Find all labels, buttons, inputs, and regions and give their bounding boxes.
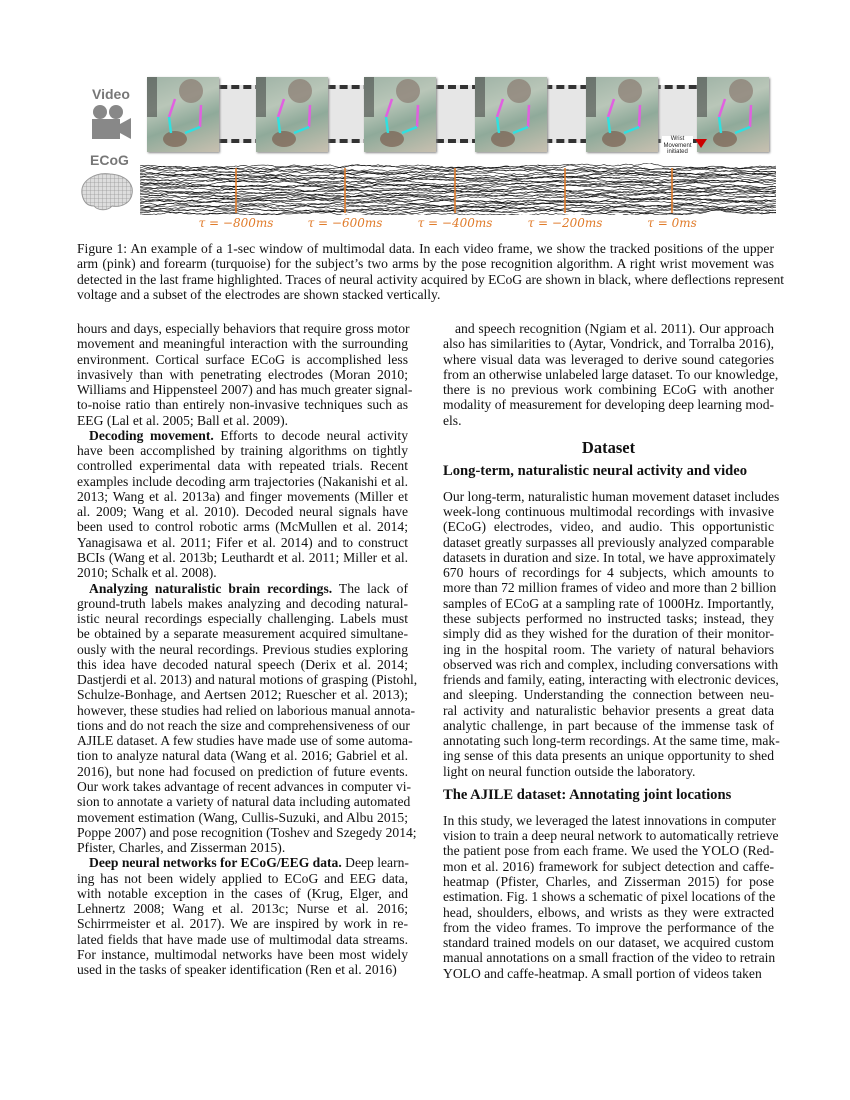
run-in-heading: Analyzing naturalistic brain recordings.	[89, 580, 333, 596]
text-line: movement estimation (Wang, Cullis-Suzuki, and Albu 2015;	[77, 809, 408, 825]
time-marker-label: τ = −200ms	[527, 216, 603, 230]
paragraph-first-line	[77, 581, 408, 596]
paragraph-deep-networks	[77, 855, 408, 977]
video-frame	[147, 77, 219, 152]
video-frame	[256, 77, 328, 152]
text: Efforts to decode neural activity	[213, 427, 408, 443]
run-in-heading: Decoding movement.	[89, 427, 214, 443]
text-line: annotating such long-term recordings. At the same time, mak-	[443, 733, 780, 749]
text-line: datasets in duration and size. In total, we have approximately	[443, 549, 776, 565]
text-line: 2016), but none had focused on prediction of future events.	[77, 763, 408, 779]
text-line: ing in the hospital room. The variety of natural behaviors	[443, 641, 774, 657]
text: The lack of	[332, 580, 408, 596]
video-camera-icon	[86, 104, 132, 140]
video-label: Video	[92, 86, 130, 102]
text-line: Pfister, Charles, and Zisserman 2015).	[77, 840, 286, 856]
text-line: from the video frames. To improve the performance of the	[443, 919, 774, 935]
text-line: controlled experimental data with repeated trials. Recent	[77, 458, 408, 474]
text-line: analytic challenge, in part because of the immense task of	[443, 717, 774, 733]
paragraph-first-line	[77, 428, 408, 443]
subsection-heading-long-term: Long-term, naturalistic neural activity and video	[443, 462, 748, 479]
pose-overlay	[697, 77, 769, 152]
text-line: head, shoulders, elbows, and wrists as they were extracted	[443, 904, 774, 920]
text-line: Lehnertz 2008; Wang et al. 2013c; Nurse et al. 2016;	[77, 901, 408, 917]
paragraph-intro-continued	[77, 321, 413, 428]
text-line: observed was rich and complex, including conversations with	[443, 656, 779, 672]
ecog-traces	[140, 163, 776, 215]
section-heading-dataset: Dataset	[581, 437, 636, 457]
text-line: BCIs (Wang et al. 2013b; Leuthardt et al. 2011; Miller et al.	[77, 549, 408, 565]
caption-line: Figure 1: An example of a 1-sec window of multimodal data. In each video frame, we show the tracked positions of the upper	[77, 241, 774, 256]
text-line: and speech recognition (Ngiam et al. 2011). Our approach	[455, 321, 774, 336]
pose-overlay	[475, 77, 547, 152]
left-column	[77, 321, 418, 978]
text-line: to-noise ratio than entirely non-invasive techniques such as	[77, 397, 408, 413]
text-line: estimation. Fig. 1 shows a schematic of pixel locations of the	[443, 889, 776, 905]
text-line: ing sense of this data presents an unique opportunity to shed	[443, 748, 774, 764]
caption-line: voltage and a subset of the electrodes are shown stacked vertically.	[77, 286, 441, 302]
text-line: simply did as they wished for the duration of their monitor-	[443, 626, 774, 642]
video-frame	[475, 77, 547, 152]
text-line: tion to analyze natural data (Wang et al. 2016; Gabriel et al.	[77, 748, 408, 764]
text-line: manual annotations on a small fraction of the video to retrain	[443, 950, 776, 966]
text: Deep learn-	[341, 855, 409, 871]
text-line: this idea have decoded natural speech (Derix et al. 2014;	[77, 656, 408, 672]
paragraph-related-work	[443, 321, 779, 428]
text-line: these subjects performed no instructed tasks; instead, they	[443, 610, 774, 626]
text-line: there is no previous work combining ECoG with another	[443, 382, 774, 398]
paragraph-first-line	[77, 855, 408, 870]
text-line: For instance, multimodal networks have been most widely	[77, 946, 408, 962]
text-line: In this study, we leveraged the latest innovations in computer	[443, 812, 776, 828]
text-line: and sleeping. Understanding the connection between neu-	[443, 687, 774, 703]
text-line: invasively than with penetrating electrodes (Moran 2010;	[77, 366, 408, 382]
text-line: where visual data was leveraged to derive sound categories	[443, 351, 774, 367]
text-line: ously with the neural recordings. Previous studies exploring	[77, 641, 408, 657]
text-line: al. 2009; Wang et al. 2010). Decoded neural signals have	[77, 504, 408, 520]
right-column	[443, 321, 780, 981]
text-line: (ECoG) electrodes, video, and audio. This opportunistic	[443, 519, 774, 535]
text-line: environment. Cortical surface ECoG is accomplished less	[77, 351, 408, 367]
text-line: Schulze-Bonhage, and Aertsen 2012; Ruescher et al. 2013);	[77, 687, 408, 703]
time-marker-label: τ = −600ms	[307, 216, 383, 230]
text-line: examples include decoding arm trajectories (Nakanishi et al.	[77, 473, 408, 489]
text-line: EEG (Lal et al. 2005; Ball et al. 2009).	[77, 412, 289, 428]
text-line: mon et al. 2016) framework for subject detection and caffe-	[443, 858, 774, 874]
text-line: hours and days, especially behaviors that require gross motor	[77, 321, 410, 336]
text-line: standard trained models on our dataset, we acquired custom	[443, 935, 774, 951]
text-line: used in the tasks of speaker identification (Ren et al. 2016)	[77, 962, 397, 978]
text-line: Poppe 2007) and pose recognition (Toshev and Szegedy 2014;	[77, 824, 417, 840]
paragraph-decoding-movement	[77, 428, 408, 581]
pose-overlay	[364, 77, 436, 152]
text-line: Our work takes advantage of recent advances in computer vi-	[77, 778, 412, 794]
brain-electrode-icon	[78, 170, 136, 212]
video-frame	[697, 77, 769, 152]
text-line: heatmap (Pfister, Charles, and Zisserman 2015) for pose	[443, 873, 774, 889]
caption-line: arm (pink) and forearm (turquoise) for the subject’s two arms by the pose recognition algorithm. A right wrist movement was	[77, 256, 774, 272]
movement-marker-triangle-icon	[695, 139, 707, 149]
wrist-movement-annotation	[662, 136, 693, 156]
text-line: ral activity and naturalistic behavior presents a great data	[443, 702, 774, 718]
text-line: however, these studies had relied on laborious manual annota-	[77, 702, 416, 718]
text-line: samples of ECoG at a sampling rate of 1000Hz. Importantly,	[443, 595, 774, 611]
text-line: Our long-term, naturalistic human movement dataset includes	[443, 488, 780, 504]
text-line: YOLO and caffe-heatmap. A small portion of videos taken	[443, 965, 762, 981]
text-line: from an otherwise unlabeled large dataset. To our knowledge,	[443, 366, 779, 382]
annotation-line: Wrist	[670, 136, 685, 142]
text-line: been used to control robotic arms (McMullen et al. 2014;	[77, 519, 408, 535]
text-line: week-long continuous multimodal recordings with invasive	[443, 504, 774, 520]
text-line: movement and meaningful interaction with the surrounding	[77, 336, 408, 352]
caption-line: detected in the last frame highlighted. Traces of neural activity acquired by ECoG are shown in black, where deflections represent	[77, 271, 785, 287]
ecog-label: ECoG	[90, 152, 129, 168]
text-line: have been accomplished by training algorithms on tightly	[77, 443, 408, 459]
text-line: modality of measurement for developing deep learning mod-	[443, 397, 775, 413]
video-frame	[364, 77, 436, 152]
text-line: the patient pose from each frame. We used the YOLO (Red-	[443, 843, 774, 859]
text-line: with notable exception in the cases of (Krug, Elger, and	[77, 885, 408, 901]
text-line: lated fields that have made use of multimodal data streams.	[77, 931, 408, 947]
text-line: vision to train a deep neural network to automatically retrieve	[443, 828, 779, 844]
text-line: Schirrmeister et al. 2017). We are inspired by work in re-	[77, 916, 408, 932]
text-line: AJILE dataset. A few studies have made use of some automa-	[77, 733, 413, 749]
paragraph-dataset	[443, 488, 780, 779]
paragraph-ajile	[443, 812, 779, 981]
subsection-heading-ajile: The AJILE dataset: Annotating joint locations	[443, 786, 732, 803]
paragraph-naturalistic-recordings	[77, 580, 418, 856]
text-line: Dastjerdi et al. 2013) and natural motions of grasping (Pistohl,	[77, 672, 418, 688]
text-line: ground-truth labels makes analyzing and decoding natural-	[77, 595, 408, 611]
pose-overlay	[586, 77, 658, 152]
annotation-line: Movement	[663, 142, 692, 149]
text-line: dataset greatly surpasses all previously analyzed comparable	[443, 534, 774, 550]
text-line: light on neural function outside the laboratory.	[443, 763, 696, 779]
time-marker-label: τ = −800ms	[198, 216, 274, 230]
text-line: be obtained by a separate measurement acquired simultane-	[77, 626, 408, 642]
text-line: friends and family, eating, interacting with electronic devices,	[443, 672, 779, 688]
text-line: also has similarities to (Aytar, Vondrick, and Torralba 2016),	[443, 336, 774, 352]
text-line: tions and do not reach the size and comprehensiveness of our	[77, 717, 410, 733]
run-in-heading: Deep neural networks for ECoG/EEG data.	[89, 855, 342, 871]
time-marker-label: τ = −400ms	[417, 216, 493, 230]
pose-overlay	[256, 77, 328, 152]
time-marker-label: τ = 0ms	[647, 216, 697, 230]
text-line: istic neural recordings especially challenging. Labels must	[77, 611, 408, 627]
text-line: Williams and Hippensteel 2007) and has much greater signal-	[77, 382, 413, 398]
text-line: more than 72 million frames of video and more than 2 billion	[443, 580, 777, 596]
filmstrip	[147, 85, 769, 143]
text-line: 670 hours of recordings for 4 subjects, which amounts to	[443, 565, 774, 581]
pose-overlay	[147, 77, 219, 152]
text-line: ing has not been widely applied to ECoG and EEG data,	[77, 870, 408, 886]
annotation-line: initiated	[667, 149, 688, 155]
video-frame	[586, 77, 658, 152]
figure-caption	[77, 241, 785, 302]
text-line: els.	[443, 412, 462, 428]
text-line: 2013; Wang et al. 2013a) and finger movements (Miller et	[77, 488, 408, 504]
text-line: 2010; Schalk et al. 2008).	[77, 565, 217, 581]
text-line: sion to annotate a variety of natural data including automated	[77, 794, 411, 810]
text-line: Yanagisawa et al. 2011; Fifer et al. 2014) and to construct	[77, 534, 408, 550]
